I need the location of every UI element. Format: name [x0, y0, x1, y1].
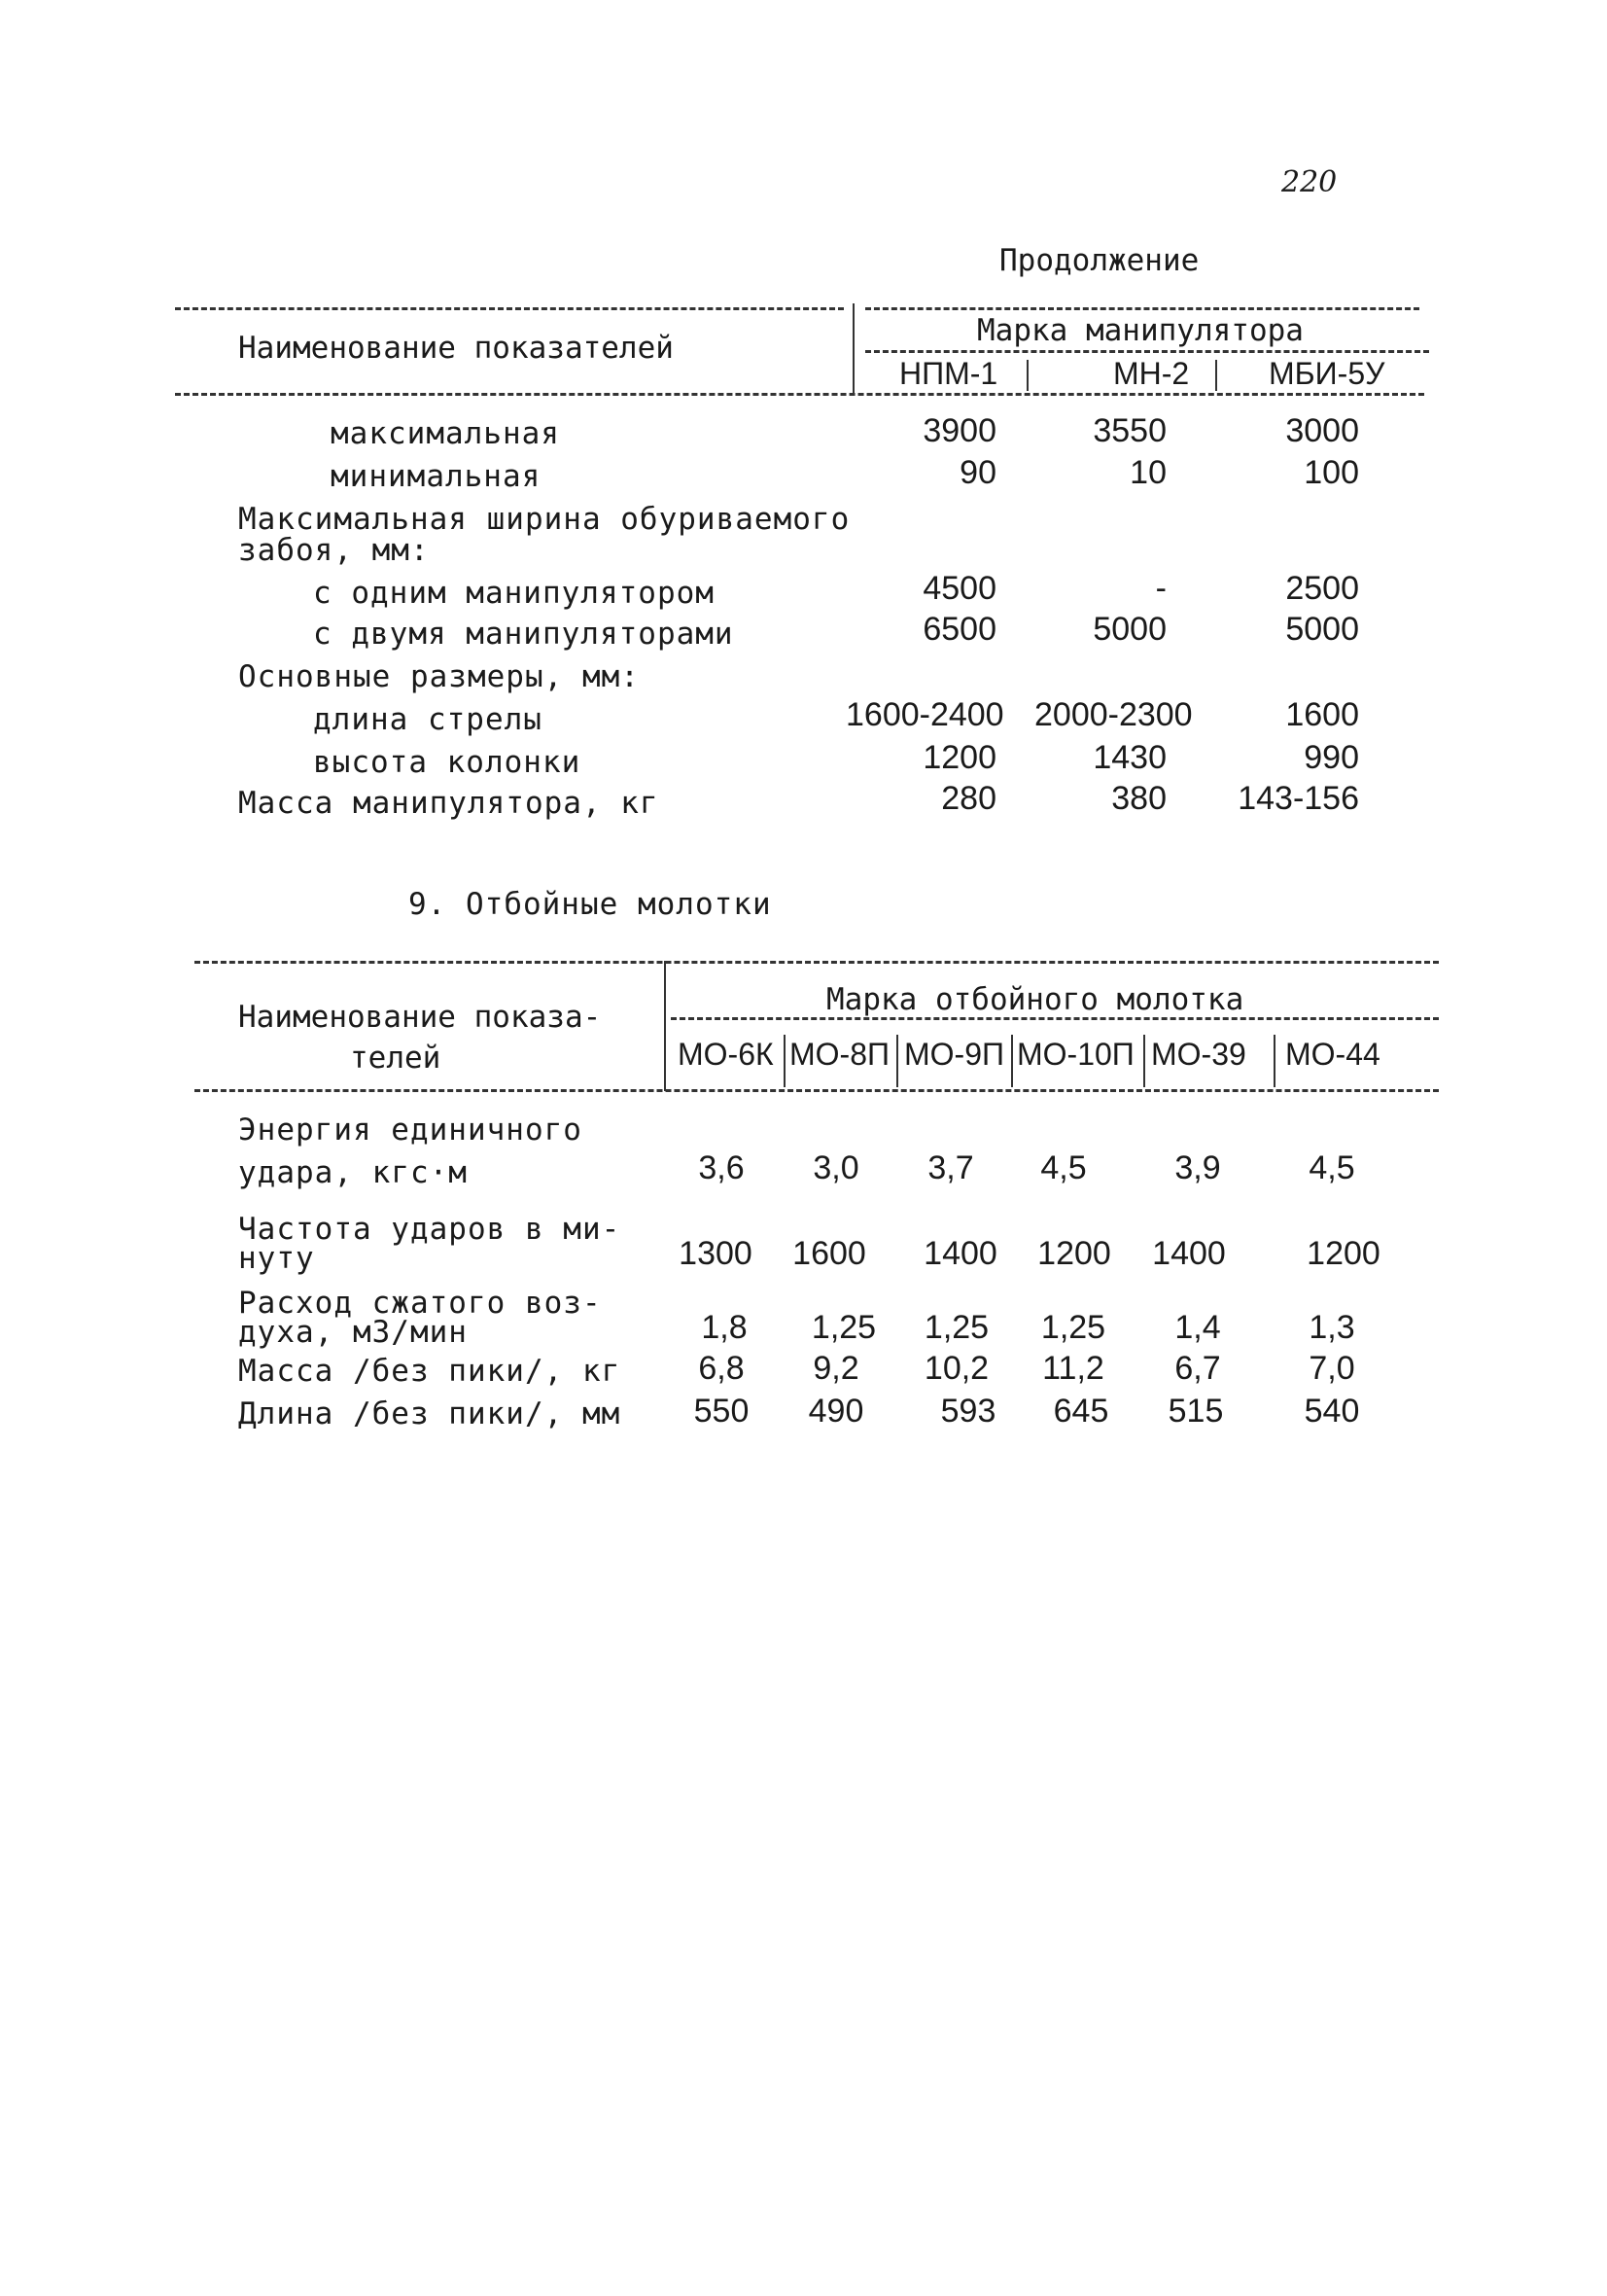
section-title: 9. Отбойные молотки: [408, 887, 772, 922]
cell: 6,7: [1174, 1350, 1221, 1387]
row-label: высота колонки: [313, 745, 581, 780]
table1-subheader-rule: [865, 350, 1429, 353]
cell: 3000: [1285, 412, 1359, 449]
table1-col-mbi5u: МБИ-5У: [1269, 356, 1385, 391]
cell: 2500: [1285, 570, 1359, 607]
table2-col-sep-1: [784, 1035, 786, 1087]
table2-header-bottom-rule: [194, 1089, 1439, 1092]
cell: 7,0: [1309, 1350, 1355, 1387]
table2-header-name-1: Наименование показа-: [238, 1000, 602, 1035]
cell: 4,5: [1040, 1149, 1087, 1186]
cell: 1600: [792, 1235, 866, 1272]
cell: 3900: [923, 412, 996, 449]
cell: 3,6: [698, 1149, 745, 1186]
row-label: Масса манипулятора, кг: [238, 786, 659, 821]
cell: 5000: [1093, 611, 1167, 648]
table1-top-rule-left: [175, 307, 844, 310]
table2-header-group: Марка отбойного молотка: [826, 982, 1244, 1017]
continuation-label: Продолжение: [999, 243, 1200, 278]
cell: 1400: [924, 1235, 997, 1272]
table1-header-divider: [853, 303, 855, 393]
table2-col-mo39: МО-39: [1151, 1037, 1246, 1072]
cell: 90: [960, 454, 996, 491]
cell: 1,25: [1040, 1309, 1106, 1346]
row-label: Длина /без пики/, мм: [238, 1396, 621, 1431]
row-label: минимальная: [331, 459, 541, 494]
table1-top-rule-right: [865, 307, 1419, 310]
cell: 540: [1304, 1393, 1360, 1430]
cell: 3550: [1093, 412, 1167, 449]
cell: 5000: [1285, 611, 1359, 648]
table2-col-mo10p: МО-10П: [1017, 1037, 1135, 1072]
row-label: Максимальная ширина обуриваемого: [238, 502, 851, 537]
cell: 1430: [1093, 739, 1167, 776]
row-label: духа, м3/мин: [238, 1315, 468, 1350]
row-label: забоя, мм:: [238, 533, 430, 568]
table2-col-sep-3: [1011, 1035, 1013, 1087]
table1-col-npm1: НПМ-1: [899, 356, 998, 391]
cell: 10,2: [924, 1350, 990, 1387]
row-label: удара, кгс·м: [238, 1155, 468, 1190]
cell: 1,8: [701, 1309, 748, 1346]
table2-col-sep-4: [1143, 1035, 1145, 1087]
cell: 593: [940, 1393, 996, 1430]
cell: 4,5: [1309, 1149, 1355, 1186]
cell: 3,7: [927, 1149, 974, 1186]
page-number: 220: [1281, 165, 1338, 199]
row-label: с одним манипулятором: [313, 576, 715, 611]
row-label: Расход сжатого воз-: [238, 1286, 602, 1321]
cell: 100: [1304, 454, 1359, 491]
table1-col-sep-2: [1215, 360, 1217, 391]
table1-col-mn2: МН-2: [1113, 356, 1190, 391]
table2-col-sep-2: [896, 1035, 898, 1087]
cell: 2000-2300: [1034, 696, 1193, 733]
table2-col-mo8p: МО-8П: [789, 1037, 890, 1072]
cell: 515: [1168, 1393, 1224, 1430]
cell: 3,9: [1174, 1149, 1221, 1186]
table1-header-group: Марка манипулятора: [977, 313, 1304, 348]
cell: -: [1155, 570, 1167, 607]
table1-header-bottom-rule: [175, 393, 1424, 396]
table2-col-sep-5: [1274, 1035, 1275, 1087]
cell: 490: [808, 1393, 864, 1430]
cell: 1,3: [1309, 1309, 1355, 1346]
table2-top-rule: [194, 961, 1439, 964]
cell: 1,4: [1174, 1309, 1221, 1346]
cell: 990: [1304, 739, 1359, 776]
cell: 550: [693, 1393, 750, 1430]
cell: 380: [1111, 780, 1167, 817]
cell: 9,2: [813, 1350, 859, 1387]
cell: 6,8: [698, 1350, 745, 1387]
table2-header-name-2: телей: [350, 1041, 441, 1076]
cell: 143-156: [1238, 780, 1359, 817]
cell: 3,0: [813, 1149, 859, 1186]
row-label: Масса /без пики/, кг: [238, 1354, 621, 1389]
table2-col-mo44: МО-44: [1285, 1037, 1380, 1072]
cell: 645: [1053, 1393, 1109, 1430]
cell: 10: [1130, 454, 1167, 491]
cell: 11,2: [1042, 1350, 1104, 1387]
cell: 1200: [1307, 1235, 1380, 1272]
cell: 1300: [679, 1235, 752, 1272]
table2-col-mo6k: МО-6К: [678, 1037, 774, 1072]
table1-col-sep-1: [1027, 360, 1029, 391]
cell: 1600: [1285, 696, 1359, 733]
row-label: максимальная: [331, 416, 560, 451]
cell: 1,25: [811, 1309, 877, 1346]
cell: 4500: [923, 570, 996, 607]
row-label: нуту: [238, 1241, 315, 1276]
table1-header-name: Наименование показателей: [238, 331, 674, 366]
cell: 1,25: [924, 1309, 990, 1346]
cell: 1200: [923, 739, 996, 776]
row-label: Основные размеры, мм:: [238, 659, 640, 694]
row-label: с двумя манипуляторами: [313, 617, 734, 652]
table2-col-mo9p: МО-9П: [904, 1037, 1004, 1072]
row-label: Энергия единичного: [238, 1113, 582, 1148]
row-label: длина стрелы: [313, 702, 542, 737]
row-label: Частота ударов в ми-: [238, 1212, 621, 1247]
table2-header-divider: [664, 961, 666, 1091]
table2-subheader-rule: [671, 1017, 1439, 1020]
cell: 1600-2400: [846, 696, 1004, 733]
cell: 280: [941, 780, 996, 817]
cell: 6500: [923, 611, 996, 648]
cell: 1400: [1152, 1235, 1226, 1272]
cell: 1200: [1037, 1235, 1111, 1272]
